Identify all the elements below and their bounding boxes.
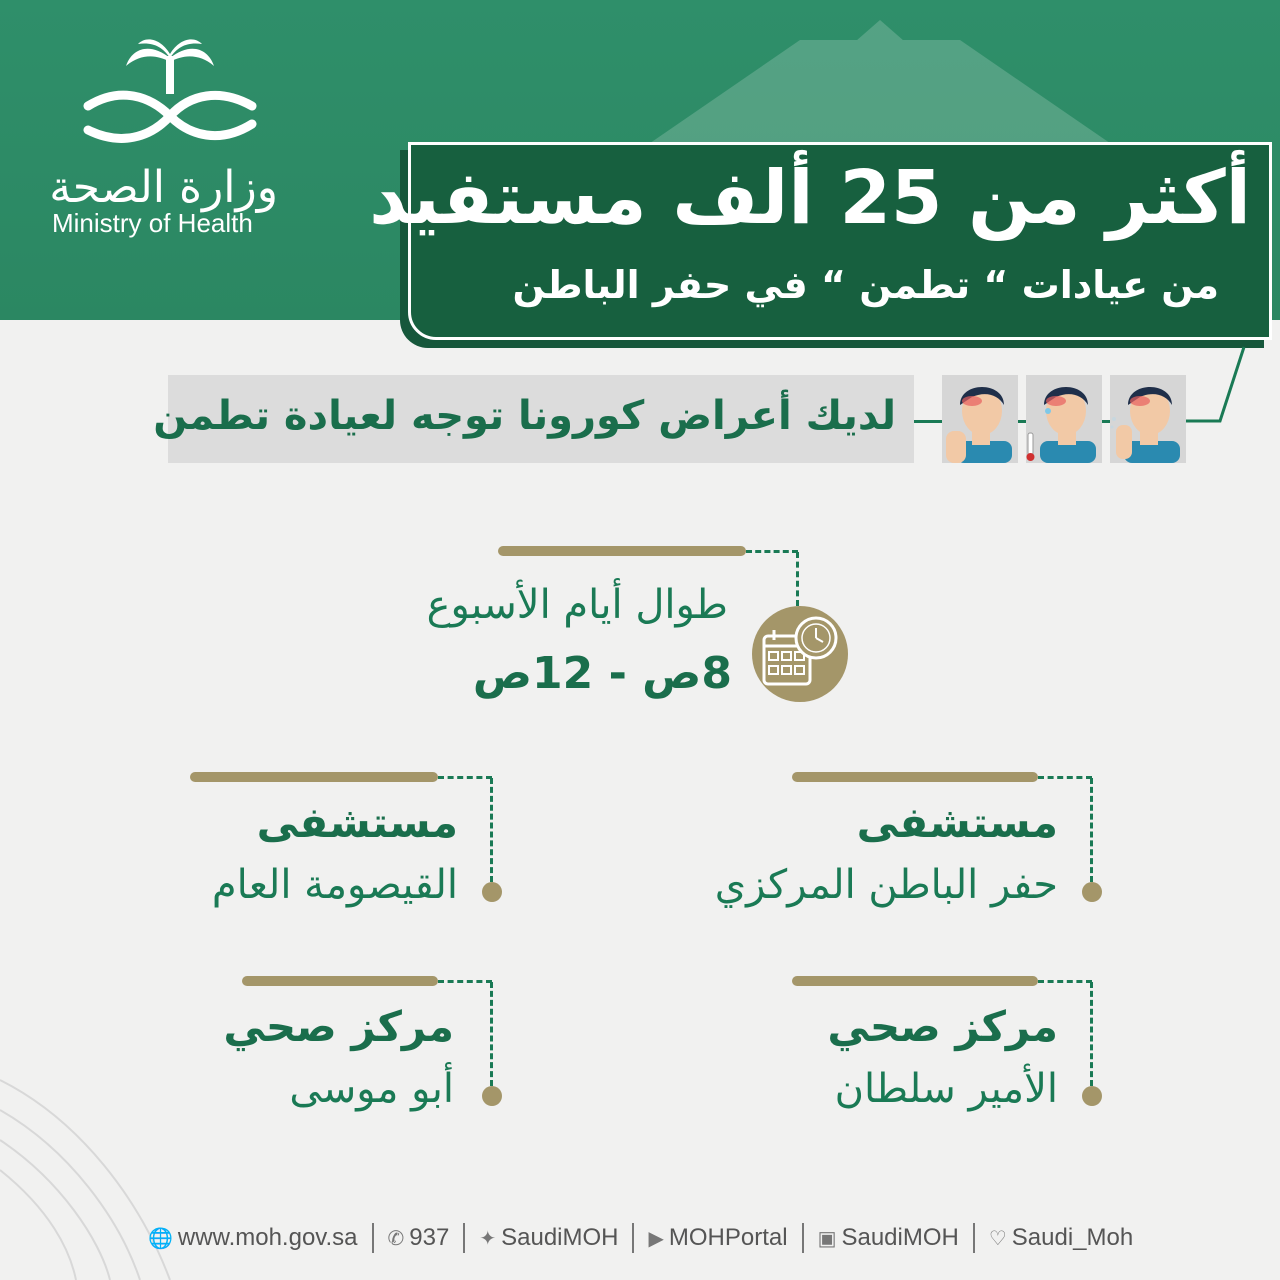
location-name: أبو موسى xyxy=(289,1066,454,1112)
location-title: مستشفى xyxy=(256,798,458,847)
footer-phone[interactable] xyxy=(388,1224,450,1252)
location-dash xyxy=(1038,980,1092,983)
symptom-banner xyxy=(153,375,914,463)
logo-english-text: Ministry of Health xyxy=(52,208,253,238)
phone-icon: ✆ xyxy=(387,1227,405,1250)
schedule-dash xyxy=(746,550,798,553)
banner-dash xyxy=(1018,420,1026,423)
location-gold-bar xyxy=(190,772,438,782)
calendar-clock-icon xyxy=(752,606,848,702)
location-title: مستشفى xyxy=(856,798,1058,847)
location-gold-bar xyxy=(242,976,438,986)
location-dash xyxy=(438,776,492,779)
footer-youtube[interactable] xyxy=(648,1224,787,1252)
footer-separator xyxy=(372,1223,374,1253)
footer-twitter-text: SaudiMOH xyxy=(501,1224,619,1251)
footer-website[interactable] xyxy=(148,1224,358,1252)
location-dot xyxy=(482,1086,502,1106)
headline-box xyxy=(369,142,1272,340)
footer-snapchat[interactable] xyxy=(989,1224,1133,1252)
location-gold-bar xyxy=(792,976,1038,986)
snapchat-icon: ♡ xyxy=(988,1227,1007,1250)
twitter-icon: ✦ xyxy=(479,1227,497,1250)
schedule-gold-bar xyxy=(498,546,746,556)
footer-separator xyxy=(632,1223,634,1253)
footer-facebook[interactable] xyxy=(818,1224,959,1252)
footer-separator xyxy=(973,1223,975,1253)
facebook-icon: ▣ xyxy=(817,1227,837,1250)
footer-phone-text: 937 xyxy=(409,1224,450,1251)
headline-main: أكثر من 25 ألف مستفيد xyxy=(369,155,1251,241)
schedule-hours: 8ص - 12ص xyxy=(472,648,732,699)
location-name: القيصومة العام xyxy=(211,862,458,908)
location-dash xyxy=(490,982,493,1086)
headline-sub: من عيادات “ تطمن “ في حفر الباطن xyxy=(512,263,1219,307)
location-name: حفر الباطن المركزي xyxy=(714,862,1058,908)
location-dash xyxy=(1090,778,1093,882)
fever-icon xyxy=(1026,375,1102,463)
location-dot xyxy=(1082,1086,1102,1106)
location-dash xyxy=(490,778,493,882)
footer-youtube-text: MOHPortal xyxy=(668,1224,788,1251)
moh-logo xyxy=(40,36,300,256)
location-name: الأمير سلطان xyxy=(834,1066,1058,1112)
location-dash xyxy=(1038,776,1092,779)
location-title: مركز صحي xyxy=(223,1002,454,1051)
footer-separator xyxy=(463,1223,465,1253)
location-dash xyxy=(1090,982,1093,1086)
cough-icon xyxy=(1110,375,1186,463)
headline-connector xyxy=(1180,345,1250,425)
symptom-banner-text: لديك أعراض كورونا توجه لعيادة تطمن xyxy=(153,393,896,439)
sore-throat-icon xyxy=(942,375,1018,463)
footer-separator xyxy=(802,1223,804,1253)
logo-arabic-text: وزارة الصحة xyxy=(49,162,278,213)
footer-facebook-text: SaudiMOH xyxy=(841,1224,959,1251)
footer-contacts xyxy=(148,1218,1138,1258)
location-gold-bar xyxy=(792,772,1038,782)
location-title: مركز صحي xyxy=(827,1002,1058,1051)
palm-swords-emblem-icon xyxy=(80,36,260,146)
banner-dash xyxy=(914,420,942,423)
footer-website-text: www.moh.gov.sa xyxy=(177,1224,358,1251)
youtube-icon: ▶ xyxy=(648,1227,664,1250)
location-dot xyxy=(1082,882,1102,902)
footer-twitter[interactable] xyxy=(479,1224,618,1252)
schedule-days: طوال أيام الأسبوع xyxy=(426,582,728,628)
location-dash xyxy=(438,980,492,983)
footer-snapchat-text: Saudi_Moh xyxy=(1011,1224,1134,1251)
schedule-dash xyxy=(796,552,799,606)
location-dot xyxy=(482,882,502,902)
globe-icon: 🌐 xyxy=(148,1227,173,1250)
